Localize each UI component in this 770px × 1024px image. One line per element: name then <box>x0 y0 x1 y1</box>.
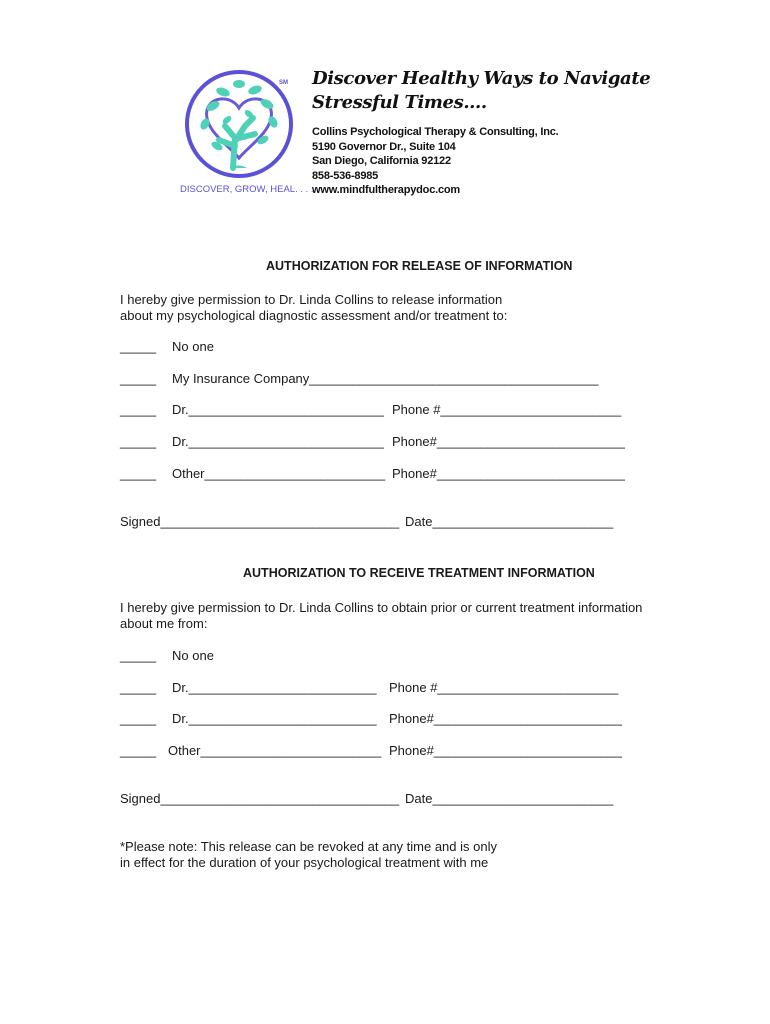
note-line-1: *Please note: This release can be revoked at any time and is only <box>120 839 497 854</box>
receive-blank-other[interactable]: _____ <box>120 743 157 758</box>
website-link[interactable]: www.mindfultherapydoc.com <box>312 184 460 197</box>
release-blank-doctor-1[interactable]: _____ <box>120 402 157 417</box>
phone-number: 858-536-8985 <box>312 169 379 182</box>
release-option-no-one: No one <box>172 339 214 354</box>
release-option-insurance[interactable]: My Insurance Company________________________________________ <box>172 371 599 386</box>
address-line-1: 5190 Governor Dr., Suite 104 <box>312 140 456 153</box>
receive-phone-other[interactable]: Phone#__________________________ <box>389 743 622 758</box>
contact-block <box>312 125 559 198</box>
service-mark: SM <box>279 80 288 86</box>
release-phone-other[interactable]: Phone#__________________________ <box>392 466 625 481</box>
receive-phone-doctor-2[interactable]: Phone#__________________________ <box>389 711 622 726</box>
note-line-2: in effect for the duration of your psychological treatment with me <box>120 855 489 870</box>
release-date-field[interactable]: Date_________________________ <box>405 514 614 529</box>
receive-blank-doctor-1[interactable]: _____ <box>120 680 157 695</box>
receive-option-doctor-1[interactable]: Dr.__________________________ <box>172 680 377 695</box>
receive-blank-doctor-2[interactable]: _____ <box>120 711 157 726</box>
headline-line-1: Discover Healthy Ways to Navigate <box>312 68 651 89</box>
release-intro-line-2: about my psychological diagnostic assessment and/or treatment to: <box>120 308 508 323</box>
logo-tagline: DISCOVER, GROW, HEAL. . . . . <box>180 184 319 195</box>
receive-option-other[interactable]: Other_________________________ <box>168 743 382 758</box>
receive-phone-doctor-1[interactable]: Phone #_________________________ <box>389 680 619 695</box>
release-blank-doctor-2[interactable]: _____ <box>120 434 157 449</box>
release-option-other[interactable]: Other_________________________ <box>172 466 386 481</box>
release-option-doctor-1[interactable]: Dr.___________________________ <box>172 402 384 417</box>
receive-intro-line-1: I hereby give permission to Dr. Linda Collins to obtain prior or current treatment information <box>120 600 643 615</box>
release-signature-field[interactable]: Signed_________________________________ <box>120 514 400 529</box>
receive-option-doctor-2[interactable]: Dr.__________________________ <box>172 711 377 726</box>
org-name: Collins Psychological Therapy & Consulting, Inc. <box>312 126 559 138</box>
headline <box>312 67 650 115</box>
release-blank-insurance[interactable]: _____ <box>120 371 157 386</box>
headline-line-2: Stressful Times.... <box>312 92 487 113</box>
address-line-2: San Diego, California 92122 <box>312 155 451 168</box>
receive-option-no-one: No one <box>172 648 214 663</box>
receive-blank-none[interactable]: _____ <box>120 648 157 663</box>
receive-intro-line-2: about me from: <box>120 616 208 631</box>
receive-signature-field[interactable]: Signed_________________________________ <box>120 791 400 806</box>
receive-section-title: AUTHORIZATION TO RECEIVE TREATMENT INFORMATION <box>243 566 595 580</box>
release-option-doctor-2[interactable]: Dr.___________________________ <box>172 434 384 449</box>
receive-date-field[interactable]: Date_________________________ <box>405 791 614 806</box>
release-intro-line-1: I hereby give permission to Dr. Linda Collins to release information <box>120 292 503 307</box>
release-blank-none[interactable]: _____ <box>120 339 157 354</box>
release-phone-doctor-1[interactable]: Phone #_________________________ <box>392 402 622 417</box>
release-phone-doctor-2[interactable]: Phone#__________________________ <box>392 434 625 449</box>
release-blank-other[interactable]: _____ <box>120 466 157 481</box>
release-section-title: AUTHORIZATION FOR RELEASE OF INFORMATION <box>266 259 573 273</box>
